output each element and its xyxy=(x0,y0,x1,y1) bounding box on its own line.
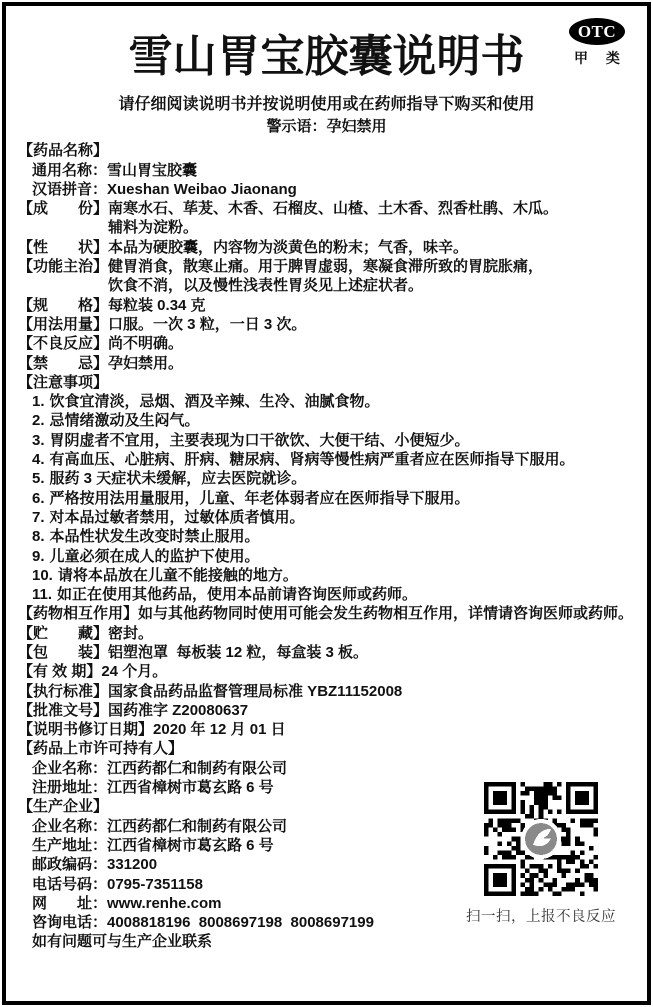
qr-caption: 扫一扫，上报不良反应 xyxy=(466,909,616,925)
section-label: 【包 装】 xyxy=(18,643,109,661)
section-row xyxy=(18,296,641,315)
footer-note-row: 如有问题可与生产企业联系 xyxy=(32,933,213,951)
section-content-line: 2020 年 12 月 01 日 xyxy=(153,721,286,739)
sub-row: 汉语拼音：Xueshan Weibao Jiaonang xyxy=(32,180,297,198)
sub-row: 通用名称：雪山胃宝胶囊 xyxy=(32,161,198,179)
section-label: 【生产企业】 xyxy=(18,798,109,816)
note-row xyxy=(18,489,641,508)
page-title: 雪山胃宝胶囊说明书 xyxy=(128,32,525,81)
sub-row: 企业名称：江西药都仁和制药有限公司 xyxy=(32,759,288,777)
section-content-line: 口服。一次 3 粒，一日 3 次。 xyxy=(108,315,307,333)
note-number: 2. xyxy=(32,412,45,430)
note-text: 如正在使用其他药品，使用本品前请咨询医师或药师。 xyxy=(57,586,418,604)
section-content-line: 如与其他药物同时使用可能会发生药物相互作用，详情请咨询医师或药师。 xyxy=(138,605,634,623)
section-heading-row xyxy=(18,141,641,160)
section-content xyxy=(101,662,641,681)
sub-row: 注册地址：江西省樟树市葛玄路 6 号 xyxy=(32,779,274,797)
section-content-line: 铝塑泡罩 每板装 12 粒，每盒装 3 板。 xyxy=(108,643,369,661)
section-row xyxy=(18,682,641,701)
section-content xyxy=(108,315,641,334)
section-content xyxy=(108,682,641,701)
section-label: 【批准文号】 xyxy=(18,701,109,719)
note-number: 9. xyxy=(32,547,45,565)
note-text: 服药 3 天症状未缓解，应去医院就诊。 xyxy=(49,470,307,488)
section-row xyxy=(18,662,641,681)
section-row xyxy=(18,315,641,334)
section-heading-row xyxy=(18,739,641,758)
otc-oval-icon: OTC xyxy=(569,18,625,45)
section-label: 【有 效 期】 xyxy=(18,663,102,681)
section-content-line: 南寒水石、荜茇、木香、石榴皮、山楂、土木香、烈香杜鹃、木瓜。 xyxy=(108,200,559,218)
section-label: 【说明书修订日期】 xyxy=(18,721,154,739)
section-row xyxy=(18,604,641,623)
note-row xyxy=(18,469,641,488)
section-content-line: 辅料为淀粉。 xyxy=(108,219,199,237)
note-text: 严格按用法用量服用，儿童、年老体弱者应在医师指导下服用。 xyxy=(49,489,470,507)
section-row xyxy=(18,257,641,296)
section-content-line: 孕妇禁用。 xyxy=(108,354,184,372)
section-row xyxy=(18,720,641,739)
section-content-line: 国药准字 Z20080637 xyxy=(108,701,249,719)
section-label: 【规 格】 xyxy=(18,296,109,314)
note-row xyxy=(18,547,641,566)
section-content-line: 本品为硬胶囊，内容物为淡黄色的粉末；气香，味辛。 xyxy=(108,238,469,256)
section-label: 【药品名称】 xyxy=(18,142,109,160)
section-content xyxy=(153,720,641,739)
note-number: 6. xyxy=(32,489,45,507)
section-content-line: 尚不明确。 xyxy=(108,335,184,353)
section-row xyxy=(18,624,641,643)
qr-code-icon xyxy=(484,782,598,896)
note-text: 胃阴虚者不宜用，主要表现为口干欲饮、大便干结、小便短少。 xyxy=(49,431,470,449)
section-content-line: 国家食品药品监督管理局标准 YBZ11152008 xyxy=(108,682,403,700)
note-number: 8. xyxy=(32,528,45,546)
section-label: 【药物相互作用】 xyxy=(18,605,139,623)
section-label: 【不良反应】 xyxy=(18,335,109,353)
section-row xyxy=(18,701,641,720)
section-content xyxy=(138,604,641,623)
note-row xyxy=(18,527,641,546)
section-content-line: 健胃消食，散寒止痛。用于脾胃虚弱，寒凝食滞所致的胃脘胀痛， xyxy=(108,258,544,276)
section-content xyxy=(108,238,641,257)
section-label: 【贮 藏】 xyxy=(18,624,109,642)
section-content xyxy=(108,296,641,315)
section-label: 【执行标准】 xyxy=(18,682,109,700)
leaflet-border xyxy=(2,2,651,1005)
note-number: 10. xyxy=(32,566,53,584)
note-number: 11. xyxy=(32,586,53,604)
section-label: 【成 份】 xyxy=(18,200,109,218)
section-content xyxy=(108,643,641,662)
section-label: 【功能主治】 xyxy=(18,258,109,276)
note-number: 1. xyxy=(32,393,45,411)
section-heading-row xyxy=(18,373,641,392)
section-label: 【用法用量】 xyxy=(18,315,109,333)
note-text: 儿童必须在成人的监护下使用。 xyxy=(49,547,260,565)
note-row xyxy=(18,508,641,527)
section-label: 【药品上市许可持有人】 xyxy=(18,740,184,758)
section-row xyxy=(18,334,641,353)
note-number: 5. xyxy=(32,470,45,488)
section-content-line: 24 个月。 xyxy=(101,663,168,681)
otc-category-label: 甲 类 xyxy=(574,50,627,66)
sub-row: 电话号码：0795-7351158 xyxy=(32,875,203,893)
otc-badge xyxy=(565,18,629,68)
sub-row: 企业名称：江西药都仁和制药有限公司 xyxy=(32,817,288,835)
section-content xyxy=(108,199,641,238)
section-row xyxy=(18,199,641,238)
sub-row: 生产地址：江西省樟树市葛玄路 6 号 xyxy=(32,836,274,854)
section-content xyxy=(108,624,641,643)
sub-row: 网 址：www.renhe.com xyxy=(32,894,222,912)
section-content xyxy=(108,354,641,373)
sub-row: 咨询电话：4008818196 8008697198 8008697199 xyxy=(32,914,374,932)
note-row xyxy=(18,431,641,450)
note-row xyxy=(18,566,641,585)
section-row xyxy=(18,238,641,257)
note-row xyxy=(18,392,641,411)
section-content-line: 每粒装 0.34 克 xyxy=(108,296,206,314)
note-text: 饮食宜清淡，忌烟、酒及辛辣、生冷、油腻食物。 xyxy=(49,393,380,411)
section-row xyxy=(18,354,641,373)
note-number: 3. xyxy=(32,431,45,449)
warning-statement: 警示语：孕妇禁用 xyxy=(266,118,387,136)
leaflet-header xyxy=(6,6,647,136)
note-row xyxy=(18,411,641,430)
section-label: 【注意事项】 xyxy=(18,373,109,391)
note-text: 对本品过敏者禁用，过敏体质者慎用。 xyxy=(49,508,305,526)
section-content xyxy=(108,257,641,296)
section-content-line: 密封。 xyxy=(108,624,154,642)
sub-row: 邮政编码：331200 xyxy=(32,856,158,874)
note-row xyxy=(18,450,641,469)
note-number: 7. xyxy=(32,508,45,526)
section-content xyxy=(108,334,641,353)
note-text: 忌情绪激动及生闷气。 xyxy=(49,412,200,430)
section-row xyxy=(18,643,641,662)
note-text: 本品性状发生改变时禁止服用。 xyxy=(49,528,260,546)
qr-block xyxy=(458,782,624,926)
section-content xyxy=(108,701,641,720)
note-text: 有高血压、心脏病、肝病、糖尿病、肾病等慢性病严重者应在医师指导下服用。 xyxy=(49,451,575,469)
section-content-line: 饮食不消，以及慢性浅表性胃炎见上述症状者。 xyxy=(108,277,424,295)
note-number: 4. xyxy=(32,451,45,469)
section-label: 【性 状】 xyxy=(18,238,109,256)
section-label: 【禁 忌】 xyxy=(18,354,109,372)
note-row xyxy=(18,585,641,604)
note-text: 请将本品放在儿童不能接触的地方。 xyxy=(57,566,298,584)
read-notice: 请仔细阅读说明书并按说明使用或在药师指导下购买和使用 xyxy=(118,96,535,114)
